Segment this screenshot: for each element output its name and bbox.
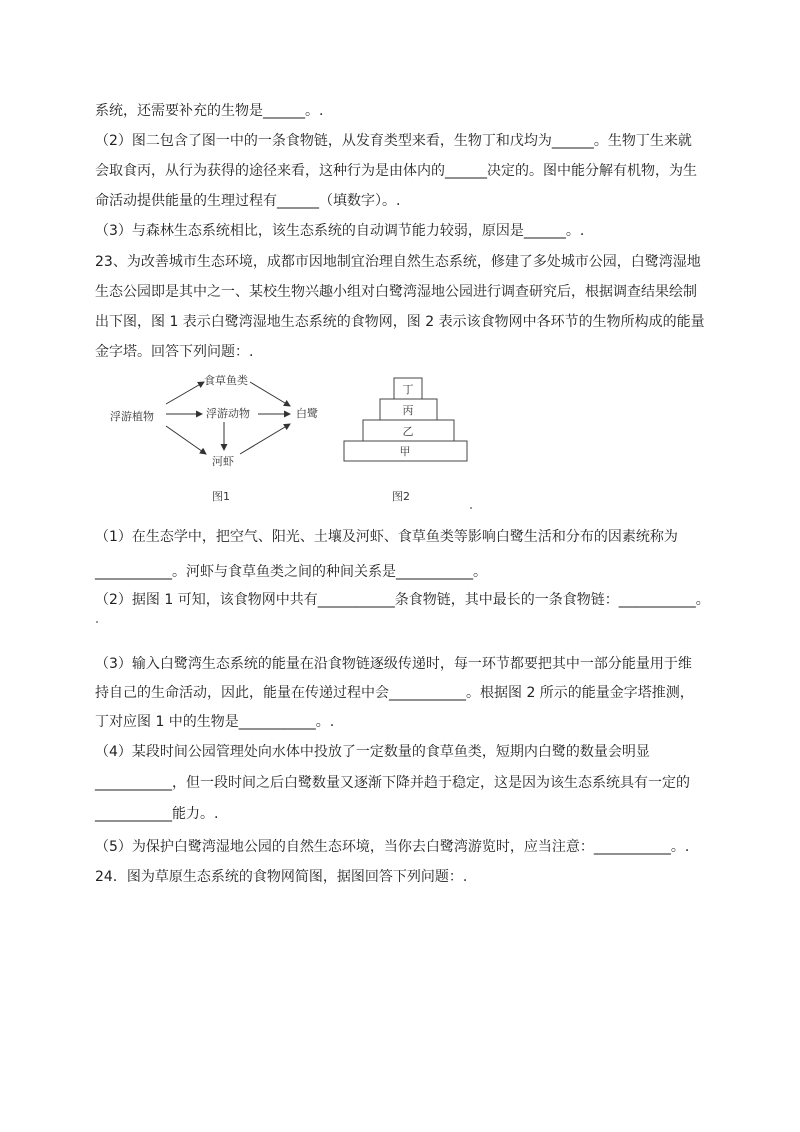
stray-mark — [470, 507, 472, 509]
pyramid-label-yi: 乙 — [402, 425, 414, 438]
pyramid-label-jia: 甲 — [399, 445, 411, 458]
node-shrimp: 河虾 — [212, 455, 234, 468]
q23-part2-line: （2）据图 1 可知，该食物网中共有___________条食物链，其中最长的一条食物链：___________。 — [95, 592, 710, 608]
text-line-5: （3）与森林生态系统相比，该生态系统的自动调节能力较弱，原因是______。. — [95, 223, 585, 239]
question-23-line-2: 生态公园即是其中之一、某校生物兴趣小组对白鹭湾湿地公园进行调查研究后，根据调查结果绘制 — [95, 284, 697, 300]
q23-part3-line-2: 持自己的生命活动，因此，能量在传递过程中会___________。根据图 2 所示的能量金字塔推测， — [95, 685, 694, 701]
question-23-line-3: 出下图，图 1 表示白鹭湾湿地生态系统的食物网，图 2 表示该食物网中各环节的生物所构成的能量 — [95, 314, 705, 330]
q23-part5-line: （5）为保护白鹭湾湿地公园的自然生态环境，当你去白鹭湾游览时，应当注意：___________。. — [95, 839, 690, 855]
q23-part4-line-1: （4）某段时间公园管理处向水体中投放了一定数量的食草鱼类，短期内白鹭的数量会明显 — [95, 744, 650, 760]
pyramid-label-bing: 丙 — [402, 404, 414, 417]
figure-2-caption: 图2 — [392, 490, 410, 502]
arrow-shrimp-to-egret — [240, 424, 290, 454]
q23-part3-line-1: （3）输入白鹭湾生态系统的能量在沿食物链逐级传递时，每一环节都要把其中一部分能量用于维 — [95, 656, 692, 672]
stray-mark — [96, 621, 98, 623]
arrow-fish-to-egret — [250, 382, 290, 406]
node-zooplankton: 浮游动物 — [206, 407, 250, 420]
node-plankton-plant: 浮游植物 — [110, 410, 154, 423]
pyramid-label-ding: 丁 — [402, 383, 414, 396]
text-line-4: 命活动提供能量的生理过程有______（填数字）。. — [95, 193, 401, 209]
q23-part1-line-2: ___________。河虾与食草鱼类之间的种间关系是___________。 — [95, 564, 487, 580]
node-egret: 白鹭 — [296, 407, 318, 420]
q23-part4-line-2: ___________，但一段时间之后白鹭数量又逐渐下降并趋于稳定，这是因为该生态系统具有一定的 — [95, 775, 690, 791]
text-line-3: 会取食丙，从行为获得的途径来看，这种行为是由体内的______决定的。图中能分解有机物，为生 — [95, 163, 697, 179]
text-line-2: （2）图二包含了图一中的一条食物链，从发育类型来看，生物丁和戊均为______。生物丁生来就 — [95, 133, 692, 149]
question-24-line: 24．图为草原生态系统的食物网简图，据图回答下列问题：. — [95, 869, 468, 885]
arrow-plant-to-fish — [166, 382, 204, 404]
text-line-1: 系统，还需要补充的生物是______。. — [95, 103, 324, 119]
q23-part3-line-3: 丁对应图 1 中的生物是___________。. — [95, 714, 335, 730]
question-23-line-4: 金字塔。回答下列问题：. — [95, 344, 254, 360]
food-web-diagram — [100, 368, 340, 508]
figure-1-caption: 图1 — [212, 490, 230, 503]
q23-part1-line-1: （1）在生态学中，把空气、阳光、土壤及河虾、食草鱼类等影响白鹭生活和分布的因素统称为 — [95, 529, 678, 545]
energy-pyramid — [340, 372, 475, 502]
q23-part4-line-3: ___________能力。. — [95, 806, 219, 822]
arrow-plant-to-shrimp — [166, 426, 206, 454]
question-23-line-1: 23、为改善城市生态环境，成都市因地制宜治理自然生态系统，修建了多处城市公园，白鹭湾湿地 — [95, 254, 701, 270]
node-herbivore-fish: 食草鱼类 — [204, 374, 248, 387]
